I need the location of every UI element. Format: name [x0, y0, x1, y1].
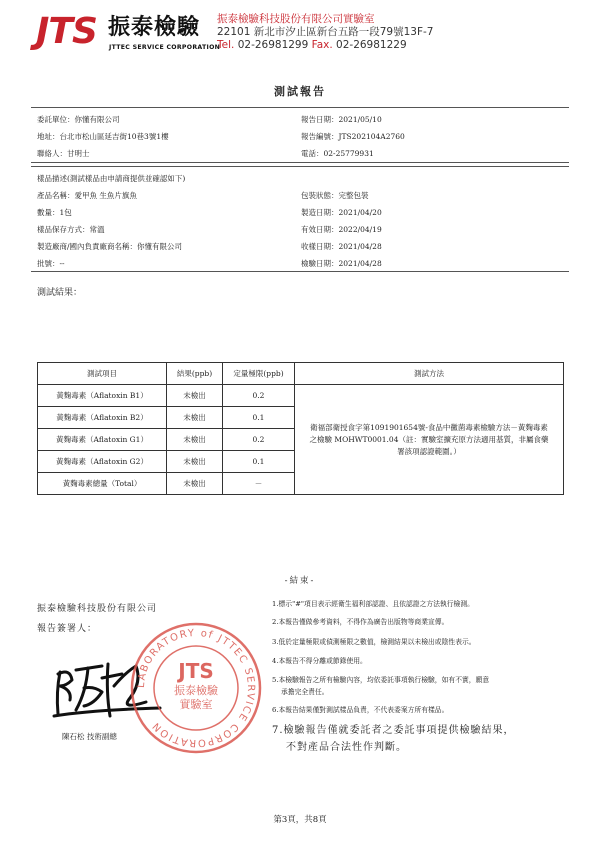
note-3: 3.低於定量極限或偵測極限之數值，檢測結果以未檢出或陰性表示。 — [272, 638, 476, 646]
note-4: 4.本報告不得分離或節錄使用。 — [272, 657, 367, 665]
report-date: 報告日期：2021/05/10 — [301, 115, 382, 124]
table-header-row — [38, 363, 564, 385]
note-5: 5.本檢驗報告之所有檢驗內容，均依委託事項執行檢驗，如有不實，願意 — [272, 676, 490, 684]
received-date: 收樣日期：2021/04/28 — [301, 242, 382, 251]
header-result: 結果(ppb) — [167, 363, 223, 385]
note-7-cont: 不對產品合法性作判斷。 — [286, 742, 407, 753]
test-result: 未檢出 — [167, 385, 223, 407]
expiry-date: 有效日期：2022/04/19 — [301, 225, 382, 234]
storage-method: 樣品保存方式：常溫 — [37, 225, 105, 234]
note-5-cont: 承擔完全責任。 — [281, 688, 329, 696]
test-item: 黃麴毒素（Aflatoxin G1） — [38, 429, 167, 451]
page-number: 第3頁，共8頁 — [273, 815, 327, 825]
end-mark: -結束- — [284, 576, 316, 586]
logo-chinese-name: 振泰檢驗 — [108, 15, 201, 40]
seal-line-2: 實驗室 — [179, 698, 213, 711]
header-loq: 定量極限(ppb) — [223, 363, 295, 385]
company-address: 22101 新北市汐止區新台五路一段79號13F-7 — [217, 26, 434, 38]
note-6: 6.本報告結果僅對測試樣品負責，不代表委案方所有樣品。 — [272, 706, 449, 714]
client-address: 地址：台北市松山區延吉街10巷3號1樓 — [37, 132, 169, 141]
note-7: 7.檢驗報告僅就委託者之委託事項提供檢驗結果， — [272, 725, 515, 736]
test-item: 黃麴毒素（Aflatoxin B1） — [38, 385, 167, 407]
signer-name-title: 陳石松 技術副總 — [62, 732, 117, 741]
logo-english-name: JTTEC SERVICE CORPORATION — [109, 44, 221, 51]
product-name: 產品名稱：愛甲魚 生魚片旗魚 — [37, 191, 137, 200]
sample-info-block — [31, 166, 569, 272]
laboratory-seal — [128, 620, 264, 756]
company-header — [217, 13, 433, 52]
client-unit: 委託單位：你懂有限公司 — [37, 115, 120, 124]
signer-label: 報告簽署人： — [37, 624, 98, 634]
company-logo — [36, 11, 226, 57]
client-contact: 聯絡人：甘明士 — [37, 149, 90, 158]
test-result: 未檢出 — [167, 429, 223, 451]
test-item: 黃麴毒素（Aflatoxin B2） — [38, 407, 167, 429]
note-1: 1.標示"#"項目表示經衛生福利部認證、且依認證之方法執行檢測。 — [272, 600, 474, 608]
client-phone: 電話：02-25779931 — [301, 149, 374, 158]
results-table — [37, 362, 564, 495]
tel-number: 02-26981299 — [237, 39, 309, 51]
test-loq: 0.2 — [223, 385, 295, 407]
client-info-block — [31, 107, 569, 163]
results-label: 測試結果： — [37, 288, 83, 298]
header-test-item: 測試項目 — [38, 363, 167, 385]
manufacturer: 製造廠商/國內負責廠商名稱：你懂有限公司 — [37, 242, 183, 251]
test-result: 未檢出 — [167, 451, 223, 473]
report-title: 測試報告 — [274, 85, 326, 98]
test-result: 未檢出 — [167, 473, 223, 495]
test-result: 未檢出 — [167, 407, 223, 429]
seal-ring-text: LABORATORY of JTTEC SERVICE CORPORATION — [135, 627, 257, 749]
test-item: 黃麴毒素（Aflatoxin G2） — [38, 451, 167, 473]
header-method: 測試方法 — [295, 363, 564, 385]
test-date: 檢驗日期：2021/04/28 — [301, 259, 382, 268]
seal-logo: JTS — [178, 659, 214, 683]
table-row — [38, 385, 564, 407]
signoff-company: 振泰檢驗科技股份有限公司 — [37, 604, 158, 614]
sample-quantity: 數量：1包 — [37, 208, 72, 217]
fax-label: Fax. — [311, 39, 333, 51]
fax-number: 02-26981229 — [336, 39, 407, 51]
test-loq: － — [223, 473, 295, 495]
report-number: 報告編號：JTS202104A2760 — [301, 132, 405, 141]
package-state: 包裝狀態：完整包裝 — [301, 191, 369, 200]
company-contact — [217, 39, 433, 52]
test-loq: 0.2 — [223, 429, 295, 451]
test-item: 黃麴毒素總量（Total） — [38, 473, 167, 495]
company-name: 振泰檢驗科技股份有限公司實驗室 — [217, 13, 375, 25]
test-loq: 0.1 — [223, 451, 295, 473]
tel-label: Tel. — [217, 39, 235, 51]
test-loq: 0.1 — [223, 407, 295, 429]
note-2: 2.本報告僅做參考資料，不得作為廣告出版物等商業宣傳。 — [272, 618, 449, 626]
logo-mark: JTS — [36, 11, 97, 52]
batch-number: 批號：-- — [37, 259, 65, 268]
manufacture-date: 製造日期：2021/04/20 — [301, 208, 382, 217]
test-method: 衛福部衛授食字第1091901654號-食品中黴菌毒素檢驗方法－黃麴毒素之檢驗 MOHWT0001.04（註：實驗室擴充原方法適用基質，非屬食藥署該項認證範圍。） — [295, 385, 564, 495]
seal-line-1: 振泰檢驗 — [174, 684, 218, 697]
sample-description: 樣品描述(測試樣品由申請商提供並確認如下) — [37, 174, 186, 183]
